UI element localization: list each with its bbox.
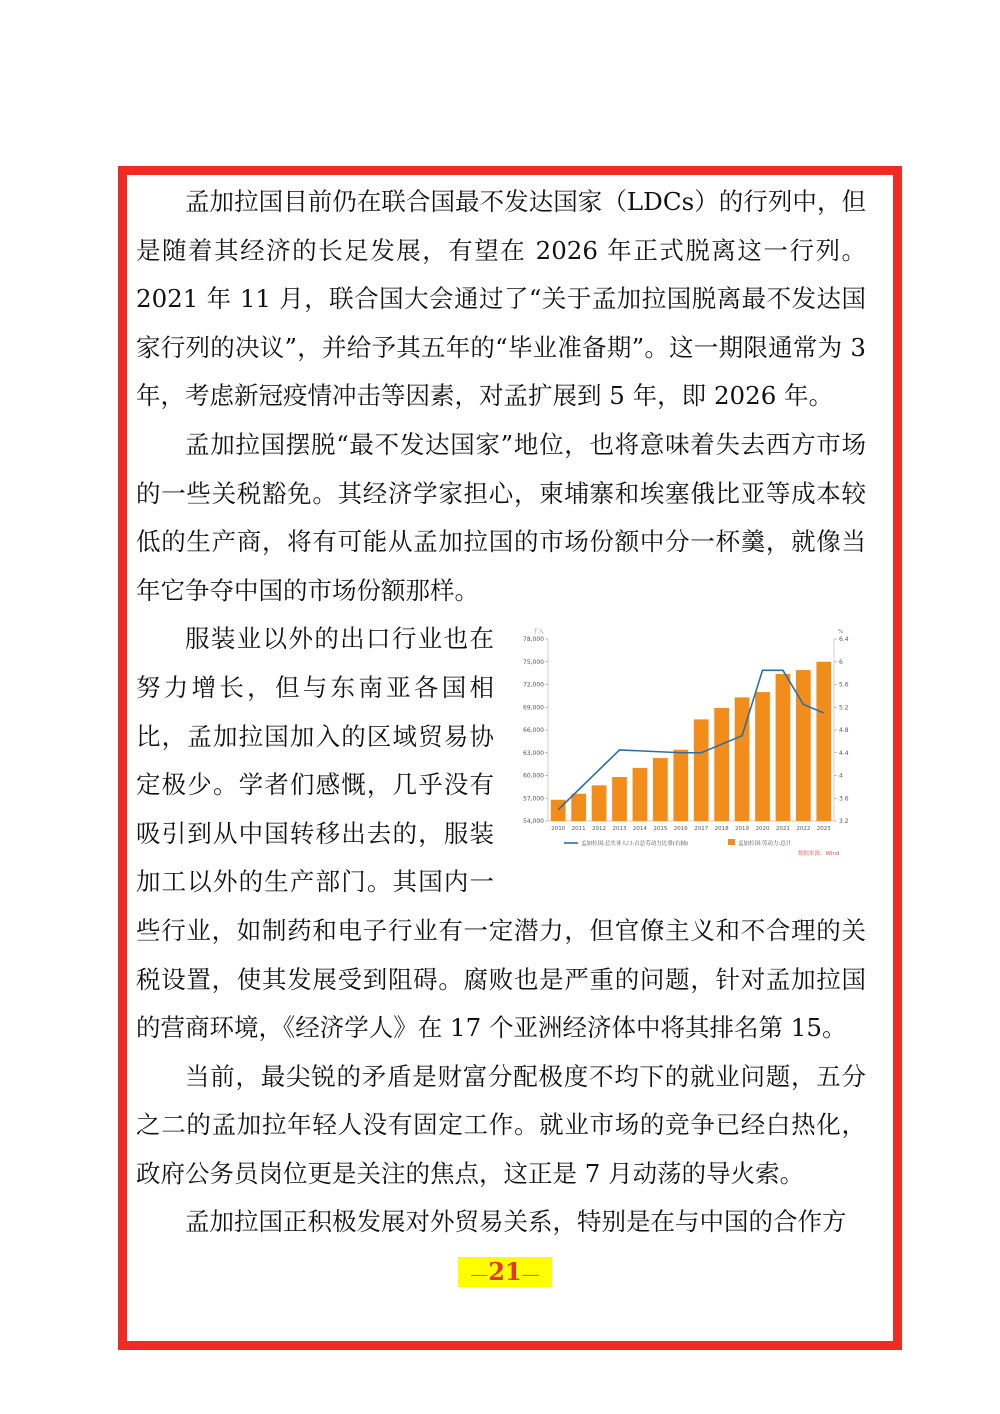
chart-bar: [735, 698, 750, 822]
paragraph-3: [136, 615, 866, 1052]
left-tick-label: 57,000: [523, 795, 544, 803]
right-tick-label: 3.2: [839, 818, 849, 826]
x-tick-label: 2012: [592, 826, 607, 833]
paragraph-5: 孟加拉国正积极发展对外贸易关系，特别是在与中国的合作方: [185, 1207, 847, 1237]
x-tick-label: 2021: [775, 826, 790, 833]
right-tick-label: 3.6: [839, 795, 849, 803]
chart-bar: [571, 794, 586, 821]
left-tick-label: 54,000: [523, 818, 544, 826]
chart-bar: [796, 670, 811, 821]
x-tick-label: 2010: [551, 826, 566, 833]
x-tick-label: 2023: [816, 826, 831, 833]
paragraph-2: 孟加拉国摆脱“最不发达国家”地位，也将意味着失去西方市场的一些关税豁免。其经济学家担心，柬埔寨和埃塞俄比亚等成本较低的生产商，将有可能从孟加拉国的市场份额中分一杯羹，就像当年它争夺中国的市场份额那样。: [136, 429, 866, 605]
x-tick-label: 2011: [571, 826, 586, 833]
left-tick-label: 78,000: [523, 636, 544, 644]
left-tick-label: 75,000: [523, 659, 544, 667]
chart-bar: [673, 750, 688, 821]
legend-bar-swatch: [728, 839, 735, 845]
right-tick-label: 5.2: [839, 704, 849, 712]
page-number-dash-left: —: [470, 1264, 489, 1285]
x-tick-label: 2022: [796, 826, 811, 833]
x-tick-label: 2017: [694, 826, 709, 833]
right-tick-label: 4: [839, 772, 843, 780]
right-tick-label: 4.4: [839, 750, 849, 758]
left-tick-label: 63,000: [523, 750, 544, 758]
paragraph-4: 当前，最尖锐的矛盾是财富分配极度不均下的就业问题，五分之二的孟加拉年轻人没有固定工作。就业市场的竞争已经白热化，政府公务员岗位更是关注的焦点，这正是 7 月动荡的导火索。: [136, 1061, 866, 1188]
right-tick-label: 6: [839, 659, 843, 667]
left-tick-label: 72,000: [523, 681, 544, 689]
chart-bar: [694, 720, 709, 822]
right-axis-unit: %: [838, 629, 844, 636]
x-tick-label: 2014: [632, 826, 647, 833]
article-body: [136, 178, 866, 1247]
left-tick-label: 66,000: [523, 727, 544, 735]
right-tick-label: 6.4: [839, 636, 849, 644]
x-tick-label: 2018: [714, 826, 729, 833]
x-tick-label: 2013: [612, 826, 627, 833]
page-number-dash-right: —: [521, 1264, 540, 1285]
chart-bar: [714, 708, 729, 821]
chart-bar: [592, 786, 607, 822]
right-tick-label: 5.6: [839, 681, 849, 689]
chart-bar: [633, 768, 648, 821]
page-number: [458, 1257, 552, 1287]
chart-bar: [755, 692, 770, 821]
x-tick-label: 2016: [673, 826, 688, 833]
x-tick-label: 2015: [653, 826, 668, 833]
paragraph-1: 孟加拉国目前仍在联合国最不发达国家（LDCs）的行列中，但是随着其经济的长足发展，有望在 2026 年正式脱离这一行列。2021 年 11 月，联合国大会通过了“关于孟加拉国脱离最不发达国家行列的决议”，并给予其五年的“毕业准备期”。这一期限通常为 3 年，考虑新冠疫情冲击等因素，对孟扩展到 5 年，即 2026 年。: [136, 187, 866, 411]
chart-bar: [653, 758, 668, 821]
x-tick-label: 2020: [755, 826, 770, 833]
x-tick-label: 2019: [735, 826, 750, 833]
legend-line-label: 孟加拉国:总失业人口:占总劳动力比重(右轴): [581, 841, 688, 848]
chart-bar: [551, 800, 566, 821]
left-tick-label: 69,000: [523, 704, 544, 712]
chart-bar: [612, 777, 627, 821]
page-number-value: 21: [488, 1257, 522, 1286]
chart-bar: [816, 662, 831, 821]
left-tick-label: 60,000: [523, 772, 544, 780]
chart-bar: [776, 674, 791, 821]
right-tick-label: 4.8: [839, 727, 849, 735]
data-source: 数据来源：Wind: [798, 851, 840, 858]
labor-force-chart: [506, 623, 866, 863]
paragraph-3-text: 服装业以外的出口行业也在努力增长，但与东南亚各国相比，孟加拉国加入的区域贸易协定极少。学者们感慨，几乎没有吸引到从中国转移出去的，服装加工以外的生产部门。其国内一些行业，如制药和电子行业有一定潜力，但官僚主义和不合理的关税设置，使其发展受到阻碍。腐败也是严重的问题，针对孟加拉国的营商环境，《经济学人》在 17 个亚洲经济体中将其排名第 15。: [136, 624, 866, 1043]
left-axis-unit: 千人: [532, 629, 544, 636]
legend-bar-label: 孟加拉国:劳动力:总计: [738, 841, 792, 848]
